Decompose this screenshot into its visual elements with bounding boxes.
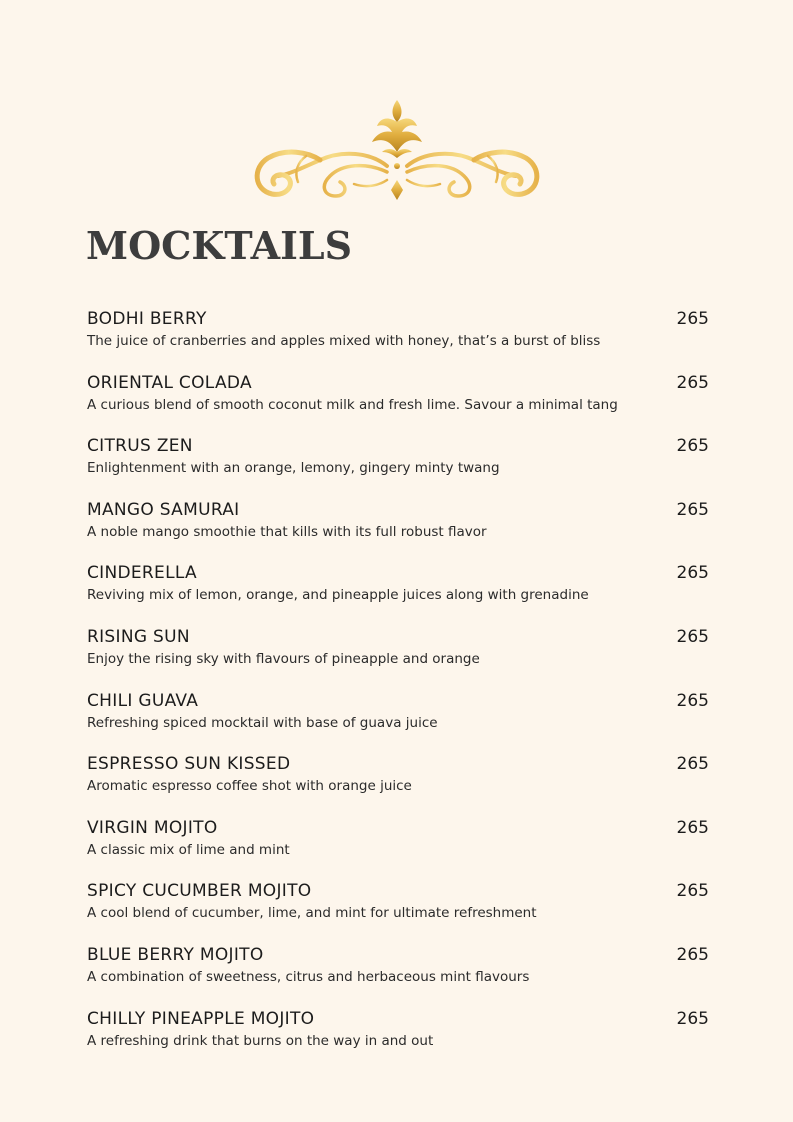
item-description: Enlightenment with an orange, lemony, gingery minty twang — [87, 460, 500, 477]
item-price: 265 — [676, 1008, 709, 1029]
item-price: 265 — [676, 499, 709, 520]
menu-list — [87, 307, 709, 1070]
menu-item — [87, 625, 709, 689]
menu-item — [87, 498, 709, 562]
item-description: A noble mango smoothie that kills with its full robust flavor — [87, 523, 487, 540]
item-name: CHILLY PINEAPPLE MOJITO — [87, 1008, 315, 1029]
item-name: VIRGIN MOJITO — [87, 817, 218, 838]
item-price: 265 — [676, 690, 709, 711]
page-title: MOCKTAILS — [86, 223, 353, 268]
item-name: ORIENTAL COLADA — [87, 372, 252, 393]
item-description: A combination of sweetness, citrus and herbaceous mint flavours — [87, 968, 530, 985]
menu-item — [87, 307, 709, 371]
item-name: ESPRESSO SUN KISSED — [87, 754, 291, 775]
item-price: 265 — [676, 563, 709, 584]
item-description: A classic mix of lime and mint — [87, 841, 290, 858]
item-description: Refreshing spiced mocktail with base of guava juice — [87, 714, 438, 731]
item-name: CINDERELLA — [87, 563, 197, 584]
item-price: 265 — [676, 881, 709, 902]
item-price: 265 — [676, 944, 709, 965]
item-description: A curious blend of smooth coconut milk and fresh lime. Savour a minimal tang — [87, 396, 618, 413]
item-price: 265 — [676, 372, 709, 393]
item-price: 265 — [676, 309, 709, 329]
item-name: BLUE BERRY MOJITO — [87, 944, 264, 965]
menu-item — [87, 752, 709, 816]
item-name: RISING SUN — [87, 626, 190, 647]
item-name: BODHI BERRY — [87, 309, 207, 329]
gold-flourish-icon — [250, 96, 544, 208]
item-price: 265 — [676, 817, 709, 838]
item-description: Aromatic espresso coffee shot with orange juice — [87, 778, 412, 795]
item-name: MANGO SAMURAI — [87, 499, 240, 520]
menu-item — [87, 689, 709, 753]
item-price: 265 — [676, 436, 709, 457]
menu-item — [87, 434, 709, 498]
menu-item — [87, 816, 709, 880]
item-description: The juice of cranberries and apples mixed with honey, that’s a burst of bliss — [87, 333, 601, 349]
item-name: CITRUS ZEN — [87, 436, 193, 457]
item-description: Reviving mix of lemon, orange, and pineapple juices along with grenadine — [87, 587, 589, 604]
menu-item — [87, 1007, 709, 1071]
item-name: SPICY CUCUMBER MOJITO — [87, 881, 312, 902]
menu-item — [87, 371, 709, 435]
menu-item — [87, 561, 709, 625]
item-description: A cool blend of cucumber, lime, and mint for ultimate refreshment — [87, 905, 537, 922]
item-price: 265 — [676, 754, 709, 775]
item-description: Enjoy the rising sky with flavours of pineapple and orange — [87, 650, 480, 667]
item-price: 265 — [676, 626, 709, 647]
item-name: CHILI GUAVA — [87, 690, 199, 711]
menu-item — [87, 879, 709, 943]
item-description: A refreshing drink that burns on the way in and out — [87, 1032, 434, 1049]
menu-item — [87, 943, 709, 1007]
